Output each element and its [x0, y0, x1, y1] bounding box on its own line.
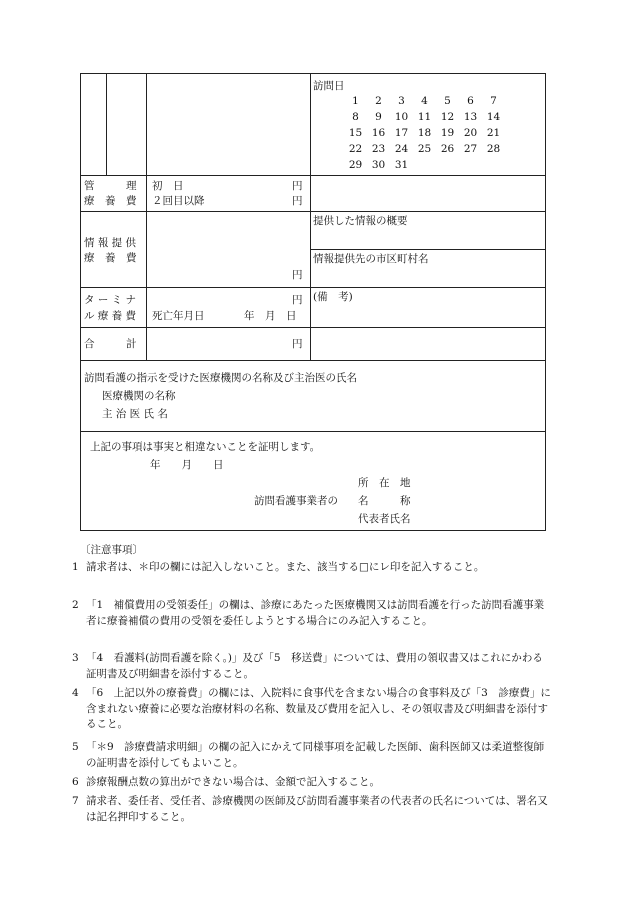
- note-text: 診療報酬点数の算出ができない場合は、金額で記入すること。: [86, 776, 380, 788]
- info-summary-label: 提供した情報の概要: [313, 215, 408, 227]
- day-cell[interactable]: 21: [486, 127, 501, 139]
- day-cell[interactable]: 30: [371, 159, 386, 171]
- first-day-yen: 円: [292, 180, 303, 192]
- remarks-label: (備 考): [313, 291, 353, 303]
- calendar-week: [344, 141, 505, 157]
- calendar-week: [344, 157, 505, 173]
- institution-name-label: 医療機関の名称: [102, 390, 176, 402]
- first-day-label: 初 日: [152, 180, 184, 192]
- day-cell[interactable]: 6: [467, 95, 474, 107]
- death-date-ymd: 年 月 日: [244, 310, 297, 322]
- note-number: 4: [72, 687, 79, 699]
- day-cell[interactable]: 1: [352, 95, 359, 107]
- note-text: 請求者は、＊印の欄には記入しないこと。また、該当する□にレ印を記入すること。: [86, 561, 485, 573]
- operator-label: 訪問看護事業者の: [254, 495, 338, 507]
- note-number: 7: [72, 795, 79, 807]
- day-cell[interactable]: 9: [375, 111, 382, 123]
- day-cell[interactable]: 23: [371, 143, 386, 155]
- terminal-fee-label-line2: ル 療 養 費: [84, 310, 137, 322]
- day-cell[interactable]: 25: [417, 143, 432, 155]
- note-number: 1: [72, 561, 79, 573]
- day-cell[interactable]: 15: [348, 127, 363, 139]
- row-divider: [80, 327, 546, 328]
- day-cell[interactable]: 8: [352, 111, 359, 123]
- day-cell[interactable]: 3: [398, 95, 405, 107]
- day-cell[interactable]: 10: [394, 111, 409, 123]
- day-cell[interactable]: 11: [417, 111, 432, 123]
- day-cell[interactable]: 29: [348, 159, 363, 171]
- day-cell[interactable]: 31: [394, 159, 409, 171]
- row-divider: [310, 249, 546, 250]
- note-item: [72, 686, 552, 733]
- day-cell[interactable]: 26: [440, 143, 455, 155]
- visit-day-calendar: [344, 93, 505, 173]
- note-number: 2: [72, 599, 79, 611]
- column-divider: [310, 73, 311, 360]
- total-yen: 円: [292, 338, 303, 350]
- second-day-label: ２回目以降: [152, 195, 205, 207]
- day-cell[interactable]: 5: [444, 95, 451, 107]
- day-cell[interactable]: 20: [463, 127, 478, 139]
- note-number: 3: [72, 652, 79, 664]
- note-text: 「1 補償費用の受領委任」の欄は、診療にあたった医療機関又は訪問看護を行った訪問看護事業者に療養補償の費用の受領を委任しようとする場合にのみ記入すること。: [86, 599, 545, 627]
- death-date-label: 死亡年月日: [152, 310, 205, 322]
- management-fee-label-line1: 管 理: [84, 180, 137, 192]
- address-label: 所 在 地: [358, 477, 411, 489]
- day-cell[interactable]: 18: [417, 127, 432, 139]
- day-cell[interactable]: 24: [394, 143, 409, 155]
- note-text: 「4 看護料(訪問看護を除く。)」及び「5 移送費」については、費用の領収書又はこれにかわる証明書及び明細書を添付すること。: [86, 652, 543, 680]
- row-divider: [80, 287, 546, 288]
- calendar-week: [344, 109, 505, 125]
- second-day-yen: 円: [292, 195, 303, 207]
- terminal-fee-yen: 円: [292, 294, 303, 306]
- day-cell[interactable]: 7: [490, 95, 497, 107]
- note-item: [72, 598, 552, 629]
- management-fee-label-line2: 療 養 費: [84, 195, 137, 207]
- row-divider: [80, 431, 546, 432]
- row-divider: [80, 360, 546, 361]
- total-label: 合 計: [84, 338, 137, 350]
- info-fee-label-line2: 療 養 費: [84, 252, 137, 264]
- visit-day-label: 訪問日: [313, 80, 345, 92]
- notes-heading: 〔注意事項〕: [80, 544, 143, 556]
- note-text: 「＊9 診療費請求明細」の欄の記入にかえて同様事項を記載した医師、歯科医師又は柔道整復師の証明書を添付してもよいこと。: [86, 741, 545, 769]
- day-cell[interactable]: 17: [394, 127, 409, 139]
- day-cell[interactable]: 2: [375, 95, 382, 107]
- note-text: 「6 上記以外の療養費」の欄には、入院料に食事代を含まない場合の食事料及び「3 診療費」に含まれない療養に必要な治療材料の名称、数量及び費用を記入し、その領収書及び明細書を添付すること。: [86, 687, 551, 730]
- info-fee-yen: 円: [292, 269, 303, 281]
- note-item: [72, 775, 552, 791]
- row-divider: [80, 211, 546, 212]
- note-text: 請求者、委任者、受任者、診療機関の医師及び訪問看護事業者の代表者の氏名については、署名又は記名押印すること。: [86, 795, 548, 823]
- info-fee-label-line1: 情 報 提 供: [84, 237, 137, 249]
- day-cell[interactable]: 13: [463, 111, 478, 123]
- column-divider: [106, 73, 107, 175]
- day-cell[interactable]: 22: [348, 143, 363, 155]
- certification-date: 年 月 日: [150, 459, 224, 471]
- day-cell[interactable]: 16: [371, 127, 386, 139]
- day-cell[interactable]: 4: [421, 95, 428, 107]
- day-cell[interactable]: 12: [440, 111, 455, 123]
- day-cell[interactable]: 27: [463, 143, 478, 155]
- note-item: [72, 740, 552, 771]
- operator-name-label: 名 称: [358, 495, 411, 507]
- note-item: [72, 651, 552, 682]
- institution-heading: 訪問看護の指示を受けた医療機関の名称及び主治医の氏名: [84, 372, 357, 384]
- note-number: 5: [72, 741, 79, 753]
- row-divider: [80, 175, 546, 176]
- day-cell[interactable]: 19: [440, 127, 455, 139]
- note-item: [72, 560, 552, 576]
- note-item: [72, 794, 552, 825]
- note-number: 6: [72, 776, 79, 788]
- day-cell[interactable]: 28: [486, 143, 501, 155]
- doctor-name-label: 主 治 医 氏 名: [102, 408, 168, 420]
- info-city-label: 情報提供先の市区町村名: [313, 253, 429, 265]
- day-cell[interactable]: 14: [486, 111, 501, 123]
- calendar-week: [344, 125, 505, 141]
- terminal-fee-label-line1: タ ー ミ ナ: [84, 294, 137, 306]
- representative-label: 代表者氏名: [358, 513, 411, 525]
- column-divider: [146, 73, 147, 360]
- calendar-week: [344, 93, 505, 109]
- certification-statement: 上記の事項は事実と相違ないことを証明します。: [90, 441, 321, 453]
